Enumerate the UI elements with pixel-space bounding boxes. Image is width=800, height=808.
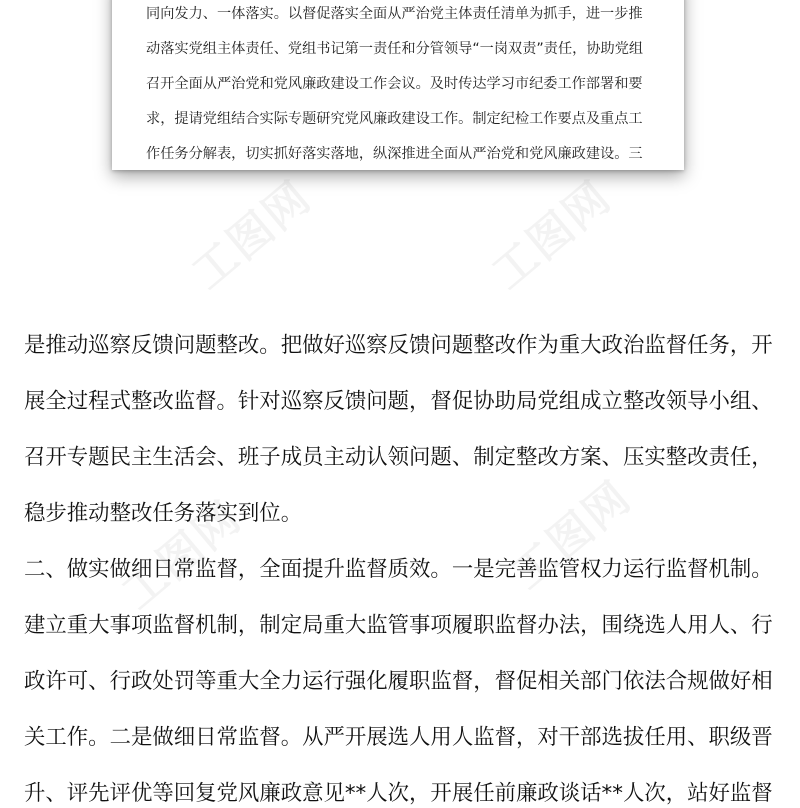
card-text-line: 同向发力、一体落实。以督促落实全面从严治党主体责任清单为抓手，进一步推 [146,6,643,22]
body-text-line: 关工作。二是做细日常监督。从严开展选人用人监督，对干部选拔任用、职级晋 [24,725,773,750]
watermark [176,163,323,301]
card-text-line: 召开全面从严治党和党风廉政建设工作会议。及时传达学习市纪委工作部署和要 [146,76,643,92]
body-text-line: 稳步推动整改任务落实到位。 [24,501,303,526]
body-text-line: 展全过程式整改监督。针对巡察反馈问题，督促协助局党组成立整改领导小组、 [24,389,773,414]
section-heading-line: 二、做实做细日常监督，全面提升监督质效。一是完善监管权力运行监督机制。 [24,557,773,582]
watermark [476,163,623,301]
body-text-line: 建立重大事项监督机制，制定局重大监管事项履职监督办法，围绕选人用人、行 [24,613,773,638]
body-text-line: 政许可、行政处罚等重大全力运行强化履职监督，督促相关部门依法合规做好相 [24,669,773,694]
card-text-line: 动落实党组主体责任、党组书记第一责任和分管领导“一岗双责”责任，协助党组 [146,41,644,57]
document-preview-card [112,0,684,170]
card-text-line: 求，提请党组结合实际专题研究党风廉政建设工作。制定纪检工作要点及重点工 [146,111,643,127]
body-text-line: 召开专题民主生活会、班子成员主动认领问题、制定整改方案、压实整改责任， [24,445,773,470]
body-text-line: 是推动巡察反馈问题整改。把做好巡察反馈问题整改作为重大政治监督任务，开 [24,333,773,358]
body-text-line: 升、评先评优等回复党风廉政意见**人次，开展任前廉政谈话**人次，站好监督 [24,781,773,806]
card-text-line: 作任务分解表，切实抓好落实落地，纵深推进全面从严治党和党风廉政建设。三 [146,146,643,162]
